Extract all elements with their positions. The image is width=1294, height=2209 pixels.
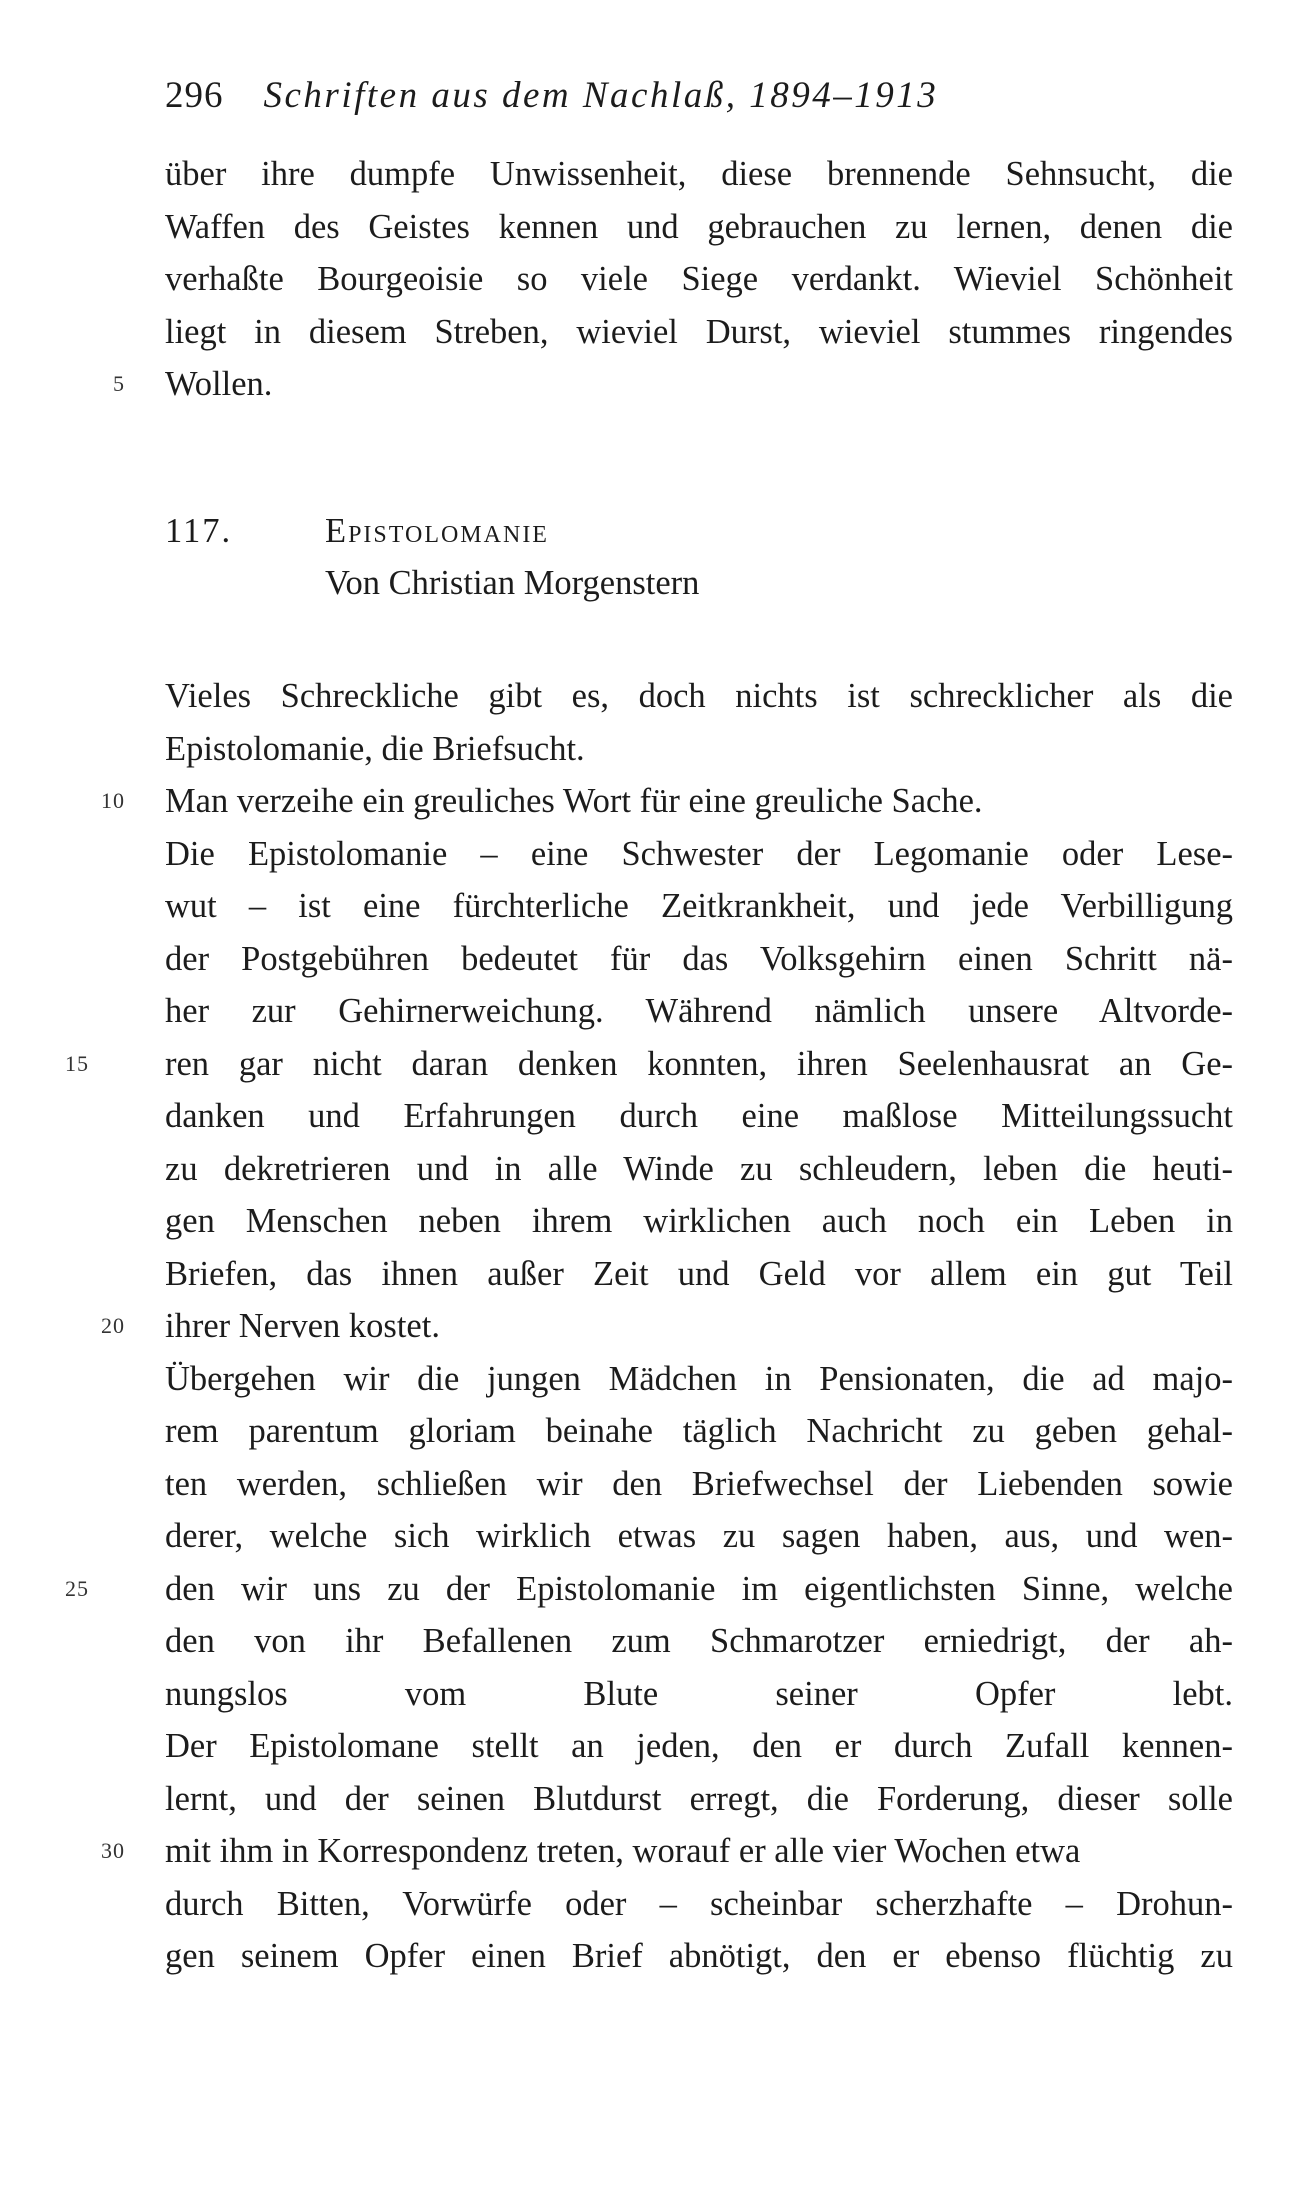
line-text: Waffen des Geistes kennen und gebrauchen zu lernen, denen die <box>165 207 1233 246</box>
line-number: 25 <box>65 1575 89 1601</box>
line-text: gen Menschen neben ihrem wirklichen auch noch ein Leben in <box>165 1202 1233 1240</box>
text-line <box>165 1773 1233 1826</box>
text-line <box>165 2035 1233 2088</box>
line-number: 30 <box>101 1838 125 1863</box>
text-line <box>165 723 1233 776</box>
line-number: 20 <box>101 1313 125 1338</box>
text-line <box>165 1930 1233 1983</box>
text-line <box>165 1405 1233 1458</box>
section-number: 117. <box>165 512 233 550</box>
text-line <box>165 1510 1233 1563</box>
intro-paragraph <box>113 148 1233 411</box>
text-line <box>165 306 1233 359</box>
text-line <box>165 148 1233 201</box>
line-text: rem parentum gloriam beinahe täglich Nachricht zu geben gehal- <box>165 1412 1233 1450</box>
text-line <box>165 1878 1233 1931</box>
running-title: Schriften aus dem Nachlaß, 1894–1913 <box>263 75 939 116</box>
text-line <box>101 1825 1233 1878</box>
line-text: liegt in diesem Streben, wieviel Durst, wieviel stummes ringendes <box>165 312 1233 351</box>
line-text: ten werden, schließen wir den Briefwechsel der Liebenden sowie <box>165 1464 1233 1503</box>
line-text: durch Bitten, Vorwürfe oder – scheinbar scherzhafte – Drohun- <box>165 1884 1233 1923</box>
text-line <box>113 358 1233 411</box>
text-line <box>165 880 1233 933</box>
line-text: Wollen. <box>165 365 273 403</box>
line-text: Briefen, das ihnen außer Zeit und Geld vor allem ein gut Teil <box>165 1254 1233 1293</box>
line-text: her zur Gehirnerweichung. Während nämlich unsere Altvorde- <box>165 992 1233 1030</box>
text-line <box>165 828 1233 881</box>
line-text: über ihre dumpfe Unwissenheit, diese brennende Sehnsucht, die <box>165 155 1233 193</box>
text-line <box>165 1090 1233 1143</box>
line-text: den wir uns zu der Epistolomanie im eigentlichsten Sinne, welche <box>165 1569 1233 1608</box>
text-line <box>165 933 1233 986</box>
text-line <box>165 1983 1233 2036</box>
text-line <box>165 1143 1233 1196</box>
section-heading <box>165 505 699 609</box>
text-line <box>165 1248 1233 1301</box>
line-text: zu dekretrieren und in alle Winde zu schleudern, leben die heuti- <box>165 1149 1233 1188</box>
text-line <box>101 1300 1233 1353</box>
text-line <box>165 1195 1233 1248</box>
text-line <box>101 775 1233 828</box>
text-line <box>165 201 1233 254</box>
text-line <box>65 1038 1233 1091</box>
text-line <box>65 1563 1233 1616</box>
line-text: Man verzeihe ein greuliches Wort für eine greuliche Sache. <box>165 782 983 820</box>
text-line <box>165 253 1233 306</box>
line-number: 15 <box>65 1050 89 1076</box>
line-number: 10 <box>101 788 125 813</box>
page-number: 296 <box>165 75 224 116</box>
text-line <box>165 985 1233 1038</box>
line-text: gen seinem Opfer einen Brief abnötigt, den er ebenso flüchtig zu <box>165 1937 1233 1975</box>
body-text <box>65 670 1233 2140</box>
line-number: 5 <box>113 371 125 396</box>
line-text: Übergehen wir die jungen Mädchen in Pensionaten, die ad majo- <box>165 1359 1233 1398</box>
line-text: mit ihm in Korrespondenz treten, worauf er alle vier Wochen etwa <box>165 1832 1081 1870</box>
line-text: ren gar nicht daran denken konnten, ihren Seelenhausrat an Ge- <box>165 1044 1233 1083</box>
line-text: Die Epistolomanie – eine Schwester der Legomanie oder Lese- <box>165 834 1233 873</box>
line-text: wut – ist eine fürchterliche Zeitkrankheit, und jede Verbilligung <box>165 887 1233 925</box>
line-text: ihrer Nerven kostet. <box>165 1307 440 1345</box>
line-text: lernt, und der seinen Blutdurst erregt, die Forderung, dieser solle <box>165 1779 1233 1818</box>
line-text: den von ihr Befallenen zum Schmarotzer erniedrigt, der ah- <box>165 1622 1233 1660</box>
text-line <box>165 1668 1233 1721</box>
text-line <box>165 2088 1233 2141</box>
line-text: der Postgebühren bedeutet für das Volksgehirn einen Schritt nä- <box>165 939 1233 978</box>
text-line <box>165 670 1233 723</box>
section-author: Von Christian Morgenstern <box>325 564 700 602</box>
text-line <box>165 1720 1233 1773</box>
section-title: Epistolomanie <box>325 512 549 550</box>
line-text: verhaßte Bourgeoisie so viele Siege verdankt. Wieviel Schönheit <box>165 260 1233 298</box>
line-text: Vieles Schreckliche gibt es, doch nichts ist schrecklicher als die <box>165 677 1233 715</box>
line-text: Der Epistolomane stellt an jeden, den er durch Zufall kennen- <box>165 1727 1233 1765</box>
line-text: nungslos vom Blute seiner Opfer lebt. <box>165 1674 1233 1713</box>
running-head <box>165 72 938 120</box>
line-text: danken und Erfahrungen durch eine maßlose Mitteilungssucht <box>165 1097 1233 1135</box>
line-text: Epistolomanie, die Briefsucht. <box>165 729 585 768</box>
text-line <box>165 1615 1233 1668</box>
line-text: derer, welche sich wirklich etwas zu sagen haben, aus, und wen- <box>165 1517 1233 1555</box>
text-line <box>165 1353 1233 1406</box>
text-line <box>165 1458 1233 1511</box>
